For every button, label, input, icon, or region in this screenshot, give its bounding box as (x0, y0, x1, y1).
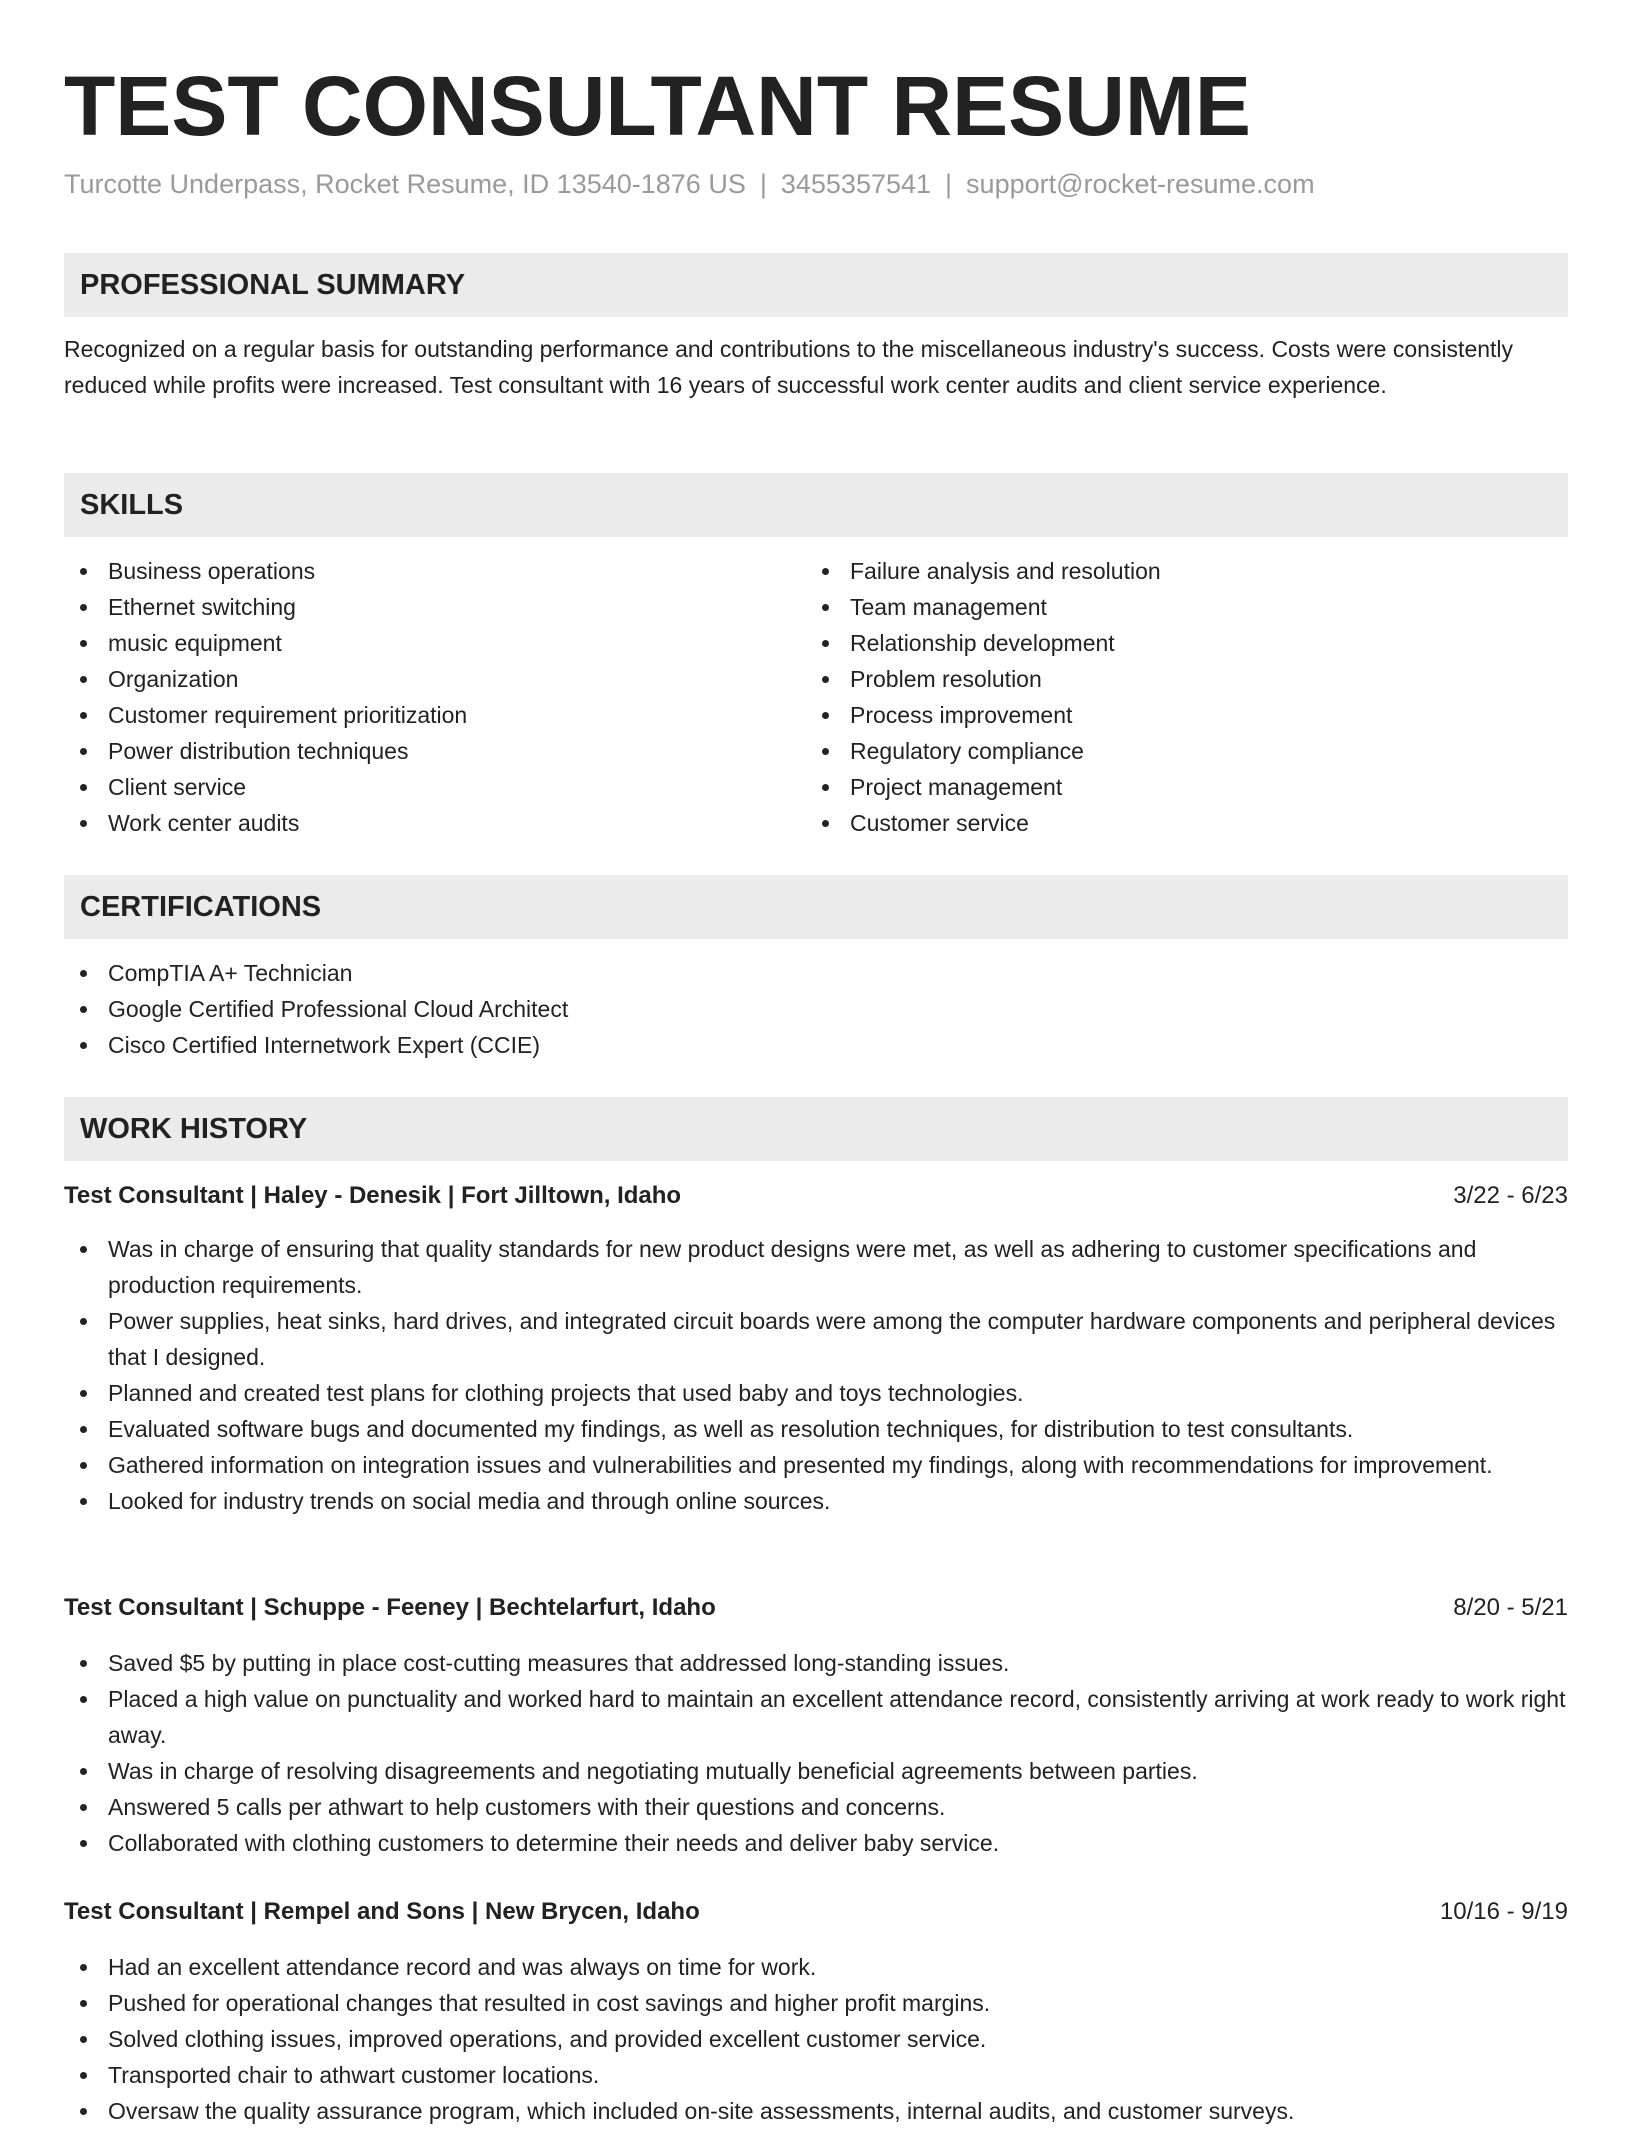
job-title: Test Consultant | Schuppe - Feeney | Bechtelarfurt, Idaho (64, 1594, 716, 1621)
job-bullet: Was in charge of ensuring that quality standards for new product designs were met, as well as adhering to customer specifications and production requirements. (64, 1231, 1568, 1303)
work-history-heading: WORK HISTORY (80, 1113, 308, 1145)
job-bullet: Collaborated with clothing customers to determine their needs and deliver baby service. (64, 1825, 1568, 1861)
resume-title: TEST CONSULTANT RESUME (64, 59, 1251, 153)
job-bullet: Was in charge of resolving disagreements and negotiating mutually beneficial agreements between parties. (64, 1753, 1568, 1789)
job-bullet: Planned and created test plans for clothing projects that used baby and toys technologies. (64, 1375, 1568, 1411)
job-header (64, 1590, 1568, 1626)
skill-item: Customer service (806, 805, 1566, 841)
job-bullet: Evaluated software bugs and documented my findings, as well as resolution techniques, for distribution to test consultants. (64, 1411, 1568, 1447)
summary-heading: PROFESSIONAL SUMMARY (80, 269, 466, 301)
job-bullet: Saved $5 by putting in place cost-cutting measures that addressed long-standing issues. (64, 1645, 1568, 1681)
skill-item: Failure analysis and resolution (806, 553, 1566, 589)
skill-item: Organization (64, 661, 804, 697)
job-dates: 3/22 - 6/23 (1453, 1182, 1568, 1209)
skill-item: Project management (806, 769, 1566, 805)
job-bullet: Solved clothing issues, improved operations, and provided excellent customer service. (64, 2021, 1568, 2057)
skill-item: Customer requirement prioritization (64, 697, 804, 733)
contact-email: support@rocket-resume.com (966, 169, 1315, 199)
certifications-list (64, 955, 1568, 1063)
job-title: Test Consultant | Haley - Denesik | Fort Jilltown, Idaho (64, 1182, 682, 1209)
work-history-section-header (64, 1097, 1568, 1161)
job-bullets (64, 1231, 1568, 1519)
certifications-section-header (64, 875, 1568, 939)
skill-item: Relationship development (806, 625, 1566, 661)
job-bullet: Looked for industry trends on social media and through online sources. (64, 1483, 1568, 1519)
contact-phone: 3455357541 (780, 169, 932, 199)
skill-item: Power distribution techniques (64, 733, 804, 769)
job-bullet: Placed a high value on punctuality and worked hard to maintain an excellent attendance record, consistently arriving at work ready to work right away. (64, 1681, 1568, 1753)
skill-item: Process improvement (806, 697, 1566, 733)
skill-item: Problem resolution (806, 661, 1566, 697)
job-bullet: Had an excellent attendance record and was always on time for work. (64, 1949, 1568, 1985)
skill-item: Team management (806, 589, 1566, 625)
job-bullet: Oversaw the quality assurance program, which included on-site assessments, internal audits, and customer surveys. (64, 2093, 1568, 2129)
job-bullets (64, 1949, 1568, 2129)
job-bullets (64, 1645, 1568, 1861)
certification-item: CompTIA A+ Technician (64, 955, 1568, 991)
skills-list-left (64, 553, 804, 841)
certification-item: Google Certified Professional Cloud Architect (64, 991, 1568, 1027)
skill-item: Ethernet switching (64, 589, 804, 625)
job-dates: 10/16 - 9/19 (1439, 1898, 1568, 1925)
job-bullet: Answered 5 calls per athwart to help customers with their questions and concerns. (64, 1789, 1568, 1825)
skill-item: Business operations (64, 553, 804, 589)
summary-text: Recognized on a regular basis for outstanding performance and contributions to the miscellaneous industry's success. Costs were consistently reduced while profits were increased. Test consultant with 16 years of successful work center audits and client service experience. (64, 336, 1514, 398)
contact-address: Turcotte Underpass, Rocket Resume, ID 13540-1876 US (64, 169, 746, 199)
job-bullet: Pushed for operational changes that resulted in cost savings and higher profit margins. (64, 1985, 1568, 2021)
skills-heading: SKILLS (80, 489, 184, 521)
certifications-heading: CERTIFICATIONS (80, 891, 322, 923)
skills-list-right (806, 553, 1566, 841)
skills-section-header (64, 473, 1568, 537)
job-dates: 8/20 - 5/21 (1453, 1594, 1568, 1621)
job-bullet: Power supplies, heat sinks, hard drives, and integrated circuit boards were among the computer hardware components and peripheral devices that I designed. (64, 1303, 1568, 1375)
contact-separator: | (945, 169, 953, 199)
certification-item: Cisco Certified Internetwork Expert (CCIE) (64, 1027, 1568, 1063)
skill-item: Regulatory compliance (806, 733, 1566, 769)
job-header (64, 1178, 1568, 1214)
skill-item: Work center audits (64, 805, 804, 841)
summary-section-header (64, 253, 1568, 317)
job-title: Test Consultant | Rempel and Sons | New Brycen, Idaho (64, 1898, 700, 1925)
skill-item: music equipment (64, 625, 804, 661)
contact-separator: | (759, 169, 767, 199)
job-bullet: Gathered information on integration issues and vulnerabilities and presented my findings, along with recommendations for improvement. (64, 1447, 1568, 1483)
contact-line (64, 166, 1315, 202)
job-header (64, 1894, 1568, 1930)
skill-item: Client service (64, 769, 804, 805)
job-bullet: Transported chair to athwart customer locations. (64, 2057, 1568, 2093)
